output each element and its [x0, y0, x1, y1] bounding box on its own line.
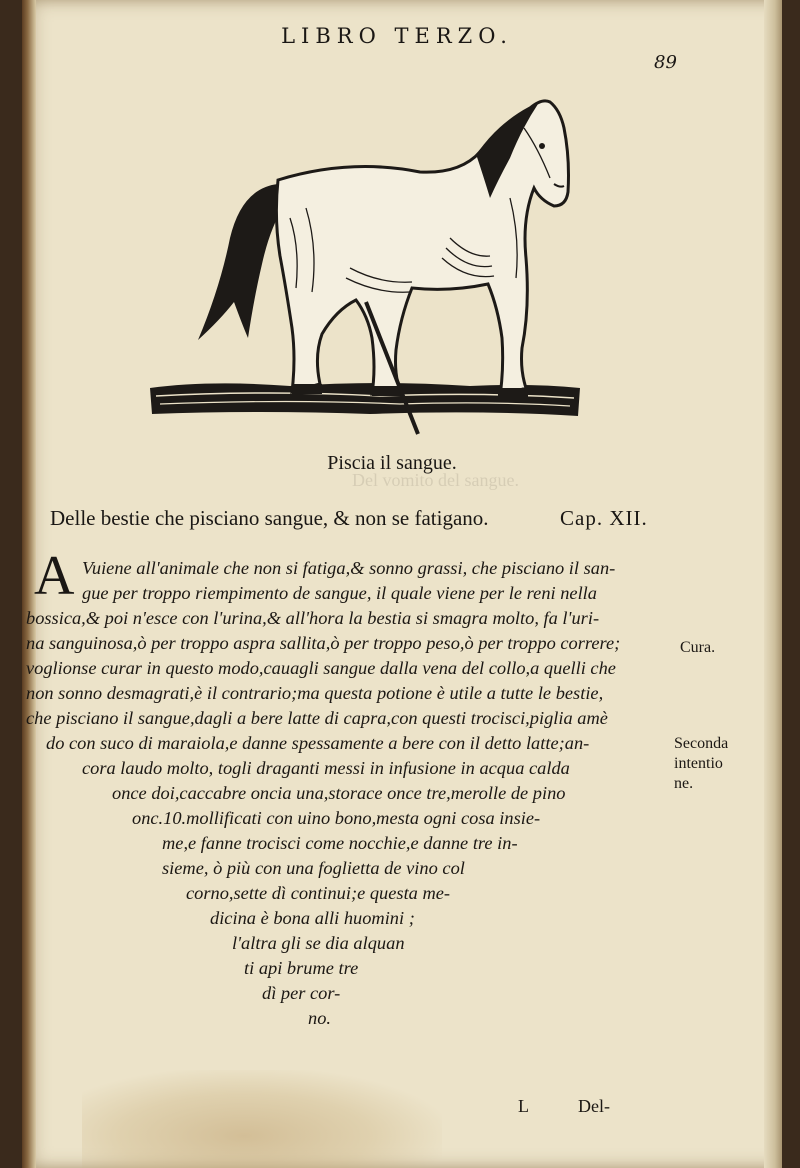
drop-cap: A	[34, 545, 75, 607]
text-line: sieme, ò più con una foglietta de vino col	[162, 858, 465, 878]
text-line: cora laudo molto, togli draganti messi in infusione in acqua calda	[82, 758, 570, 778]
chapter-heading	[50, 506, 670, 531]
water-stain	[82, 1070, 442, 1168]
signature-mark: L	[518, 1096, 529, 1116]
text-line: me,e fanne trocisci come nocchie,e danne tre in-	[162, 833, 518, 853]
text-line: once doi,caccabre oncia una,storace once tre,merolle de pino	[112, 783, 566, 803]
text-line: onc.10.mollificati con uino bono,mesta ogni cosa insie-	[132, 808, 541, 828]
text-line: ti api brume tre	[244, 958, 359, 978]
text-line: l'altra gli se dia alquan	[232, 933, 405, 953]
chapter-title: Delle bestie che pisciano sangue, & non se fatigano.	[50, 506, 489, 530]
page-fore-edge	[764, 0, 782, 1168]
text-line: che pisciano il sangue,dagli a bere latte di capra,con questi trocisci,piglia amè	[26, 708, 608, 728]
text-line: dì per cor-	[262, 983, 341, 1003]
text-line: dicina è bona alli huomini ;	[210, 908, 415, 928]
running-head: LIBRO TERZO.	[281, 24, 513, 48]
catchword: Del-	[578, 1096, 610, 1116]
text-line: do con suco di maraiola,e danne spessamente a bere con il detto latte;an-	[46, 733, 590, 753]
margin-note-seconda	[674, 734, 728, 794]
bleed-through: Del vomito del sangue.	[352, 470, 519, 490]
chapter-number: Cap. XII.	[560, 506, 648, 530]
margin-note-line: intentio	[674, 755, 723, 772]
text-line: no.	[308, 1008, 331, 1028]
page-number: 89	[654, 52, 677, 73]
text-line: na sanguinosa,ò per troppo aspra sallita,ò per troppo peso,ò per troppo correre;	[26, 633, 621, 653]
book-page	[22, 0, 782, 1168]
text-line: voglionse curar in questo modo,cauagli sangue dalla vena del collo,a quelli che	[26, 658, 616, 678]
margin-note-cura: Cura.	[680, 639, 716, 656]
figure-caption: Piscia il sangue.	[327, 452, 457, 474]
text-line: Vuiene all'animale che non si fatiga,& sonno grassi, che pisciano il san-	[82, 558, 616, 578]
margin-note-line: ne.	[674, 775, 694, 792]
text-line: non sonno desmagrati,è il contrario;ma questa potione è utile a tutte le bestie,	[26, 683, 604, 703]
text-line: bossica,& poi n'esce con l'urina,& all'hora la bestia si smagra molto, fa l'uri-	[26, 608, 600, 628]
horse-woodcut	[150, 88, 590, 438]
text-line: corno,sette dì continui;e questa me-	[186, 883, 451, 903]
margin-note-line: Seconda	[674, 735, 729, 752]
text-line: gue per troppo riempimento de sangue, il quale viene per le reni nella	[82, 583, 597, 603]
